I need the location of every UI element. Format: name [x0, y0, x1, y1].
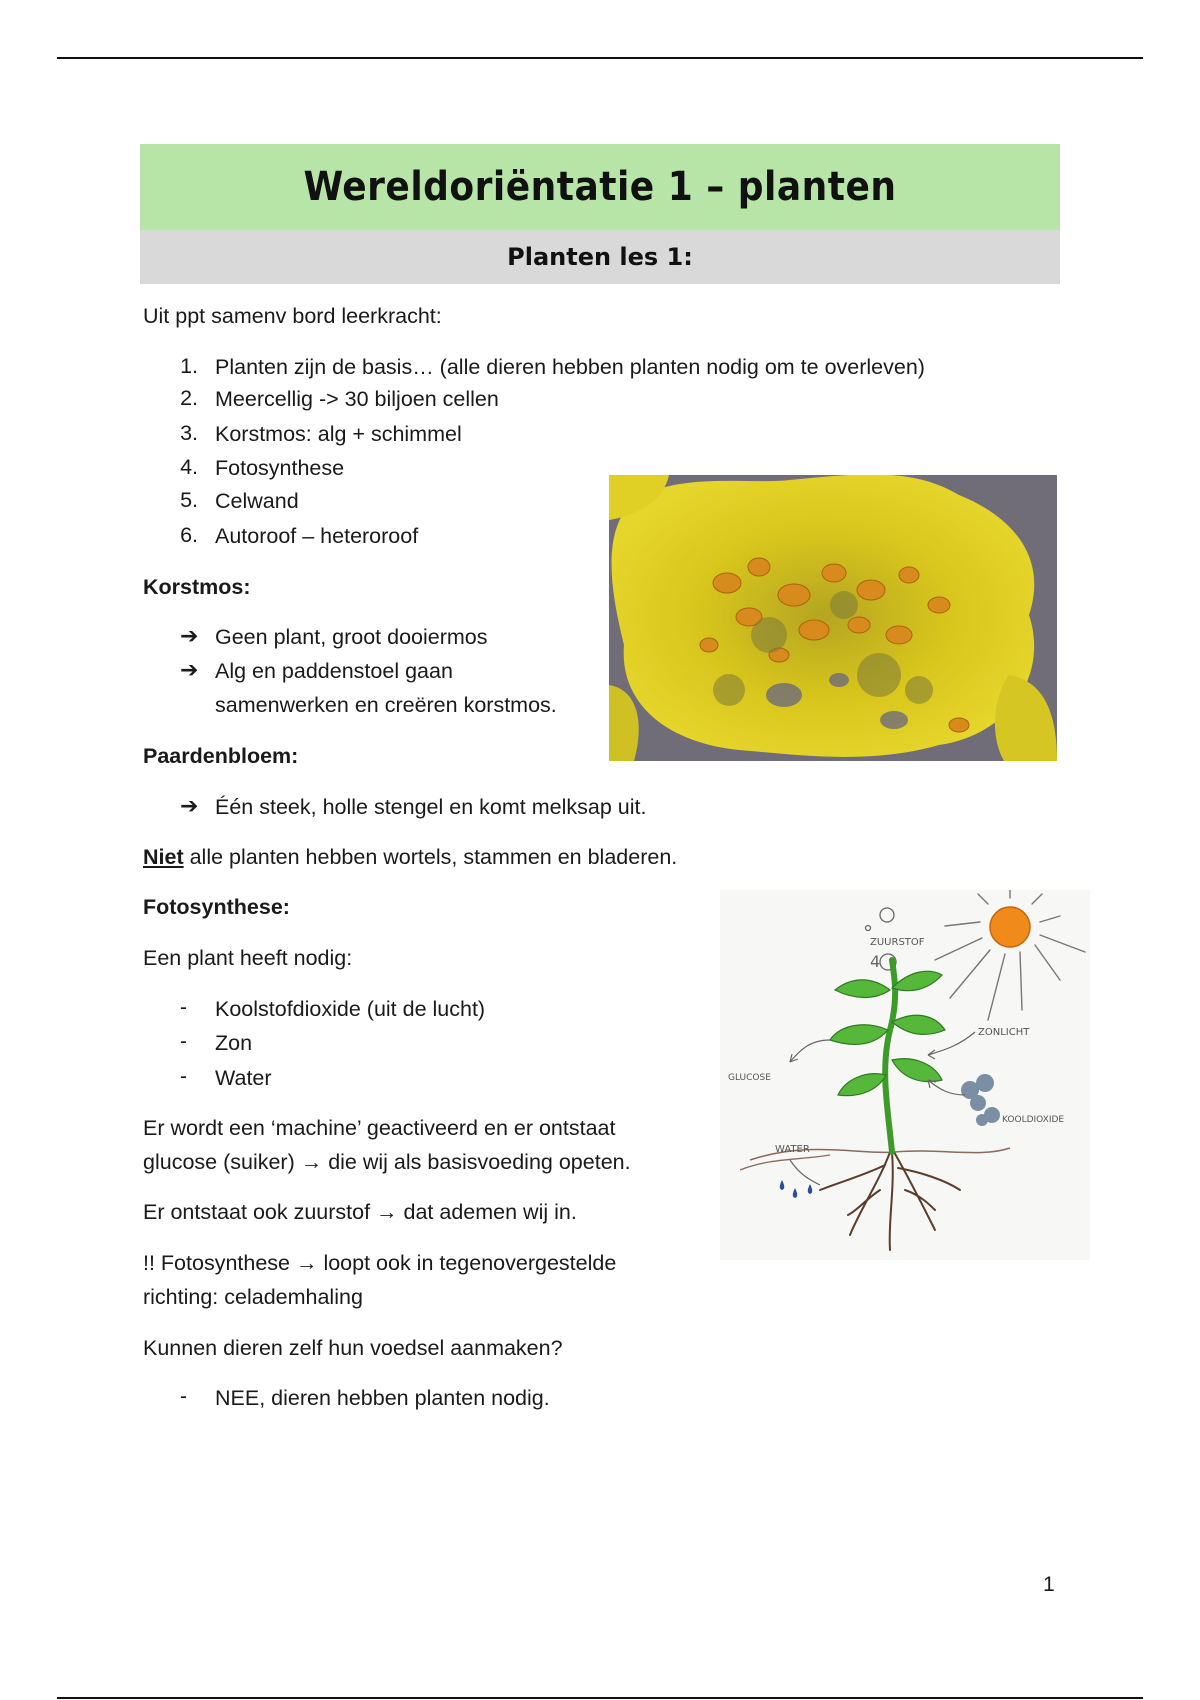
list-number: 6. [180, 523, 198, 547]
bullet-arrow-icon: ➔ [180, 623, 199, 648]
bottom-rule [57, 1697, 1143, 1699]
page-title: Wereldoriëntatie 1 – planten [303, 164, 897, 210]
niet-line [143, 844, 677, 870]
list-number: 5. [180, 488, 198, 512]
photosynthesis-diagram [720, 890, 1090, 1260]
list-item: Autoroof – heteroroof [215, 524, 419, 548]
subtitle-band [140, 230, 1060, 284]
list-item: Fotosynthese [215, 456, 345, 480]
paardenbloem-bullet: Één steek, holle stengel en komt melksap uit. [215, 795, 647, 819]
list-item: Planten zijn de basis… (alle dieren hebben planten nodig om te overleven) [215, 355, 925, 379]
label-water: WATER [775, 1144, 810, 1155]
list-number: 4. [180, 455, 198, 479]
list-item: Meercellig -> 30 biljoen cellen [215, 387, 499, 411]
need-item: Koolstofdioxide (uit de lucht) [215, 997, 486, 1021]
paragraph-line: richting: celademhaling [143, 1285, 363, 1309]
need-item: Zon [215, 1031, 253, 1055]
korstmos-bullet: Alg en paddenstoel gaan [215, 659, 453, 683]
list-item: Korstmos: alg + schimmel [215, 422, 462, 446]
korstmos-bullet: Geen plant, groot dooiermos [215, 625, 488, 649]
dash-bullet: - [180, 1030, 187, 1053]
paragraph-line: glucose (suiker) → die wij als basisvoeding opeten. [143, 1150, 631, 1174]
list-number: 1. [180, 354, 198, 378]
page-number: 1 [1043, 1573, 1055, 1596]
bullet-arrow-icon: ➔ [180, 657, 199, 682]
dash-bullet: - [180, 996, 187, 1019]
intro-text: Uit ppt samenv bord leerkracht: [143, 304, 442, 328]
bullet-arrow-icon: ➔ [180, 793, 199, 818]
list-item: Celwand [215, 489, 299, 513]
paragraph-line: Er ontstaat ook zuurstof → dat ademen wij in. [143, 1200, 577, 1224]
korstmos-bullet-continued: samenwerken en creëren korstmos. [215, 693, 557, 717]
label-zuurstof: ZUURSTOF [870, 937, 925, 948]
top-rule [57, 57, 1143, 59]
paragraph-line: !! Fotosynthese → loopt ook in tegenovergestelde [143, 1251, 617, 1275]
need-item: Water [215, 1066, 272, 1090]
list-number: 3. [180, 421, 198, 445]
niet-rest: alle planten hebben wortels, stammen en bladeren. [183, 845, 678, 869]
dash-bullet: - [180, 1065, 187, 1088]
list-number: 2. [180, 386, 198, 410]
korstmos-heading: Korstmos: [143, 575, 251, 599]
needs-text: Een plant heeft nodig: [143, 946, 353, 970]
question-text: Kunnen dieren zelf hun voedsel aanmaken? [143, 1336, 563, 1360]
label-kooldioxide: KOOLDIOXIDE [1002, 1115, 1065, 1125]
dash-bullet: - [180, 1385, 187, 1408]
label-glucose: GLUCOSE [728, 1073, 771, 1083]
answer-text: NEE, dieren hebben planten nodig. [215, 1386, 550, 1410]
title-band [140, 144, 1060, 230]
svg-text:4: 4 [870, 952, 881, 971]
page-subtitle: Planten les 1: [507, 243, 693, 271]
lichen-photo [609, 475, 1057, 761]
label-zonlicht: ZONLICHT [978, 1027, 1030, 1038]
fotosynthese-heading: Fotosynthese: [143, 895, 290, 919]
paardenbloem-heading: Paardenbloem: [143, 744, 299, 768]
paragraph-line: Er wordt een ‘machine’ geactiveerd en er ontstaat [143, 1116, 616, 1140]
niet-emphasis: Niet [143, 845, 184, 869]
